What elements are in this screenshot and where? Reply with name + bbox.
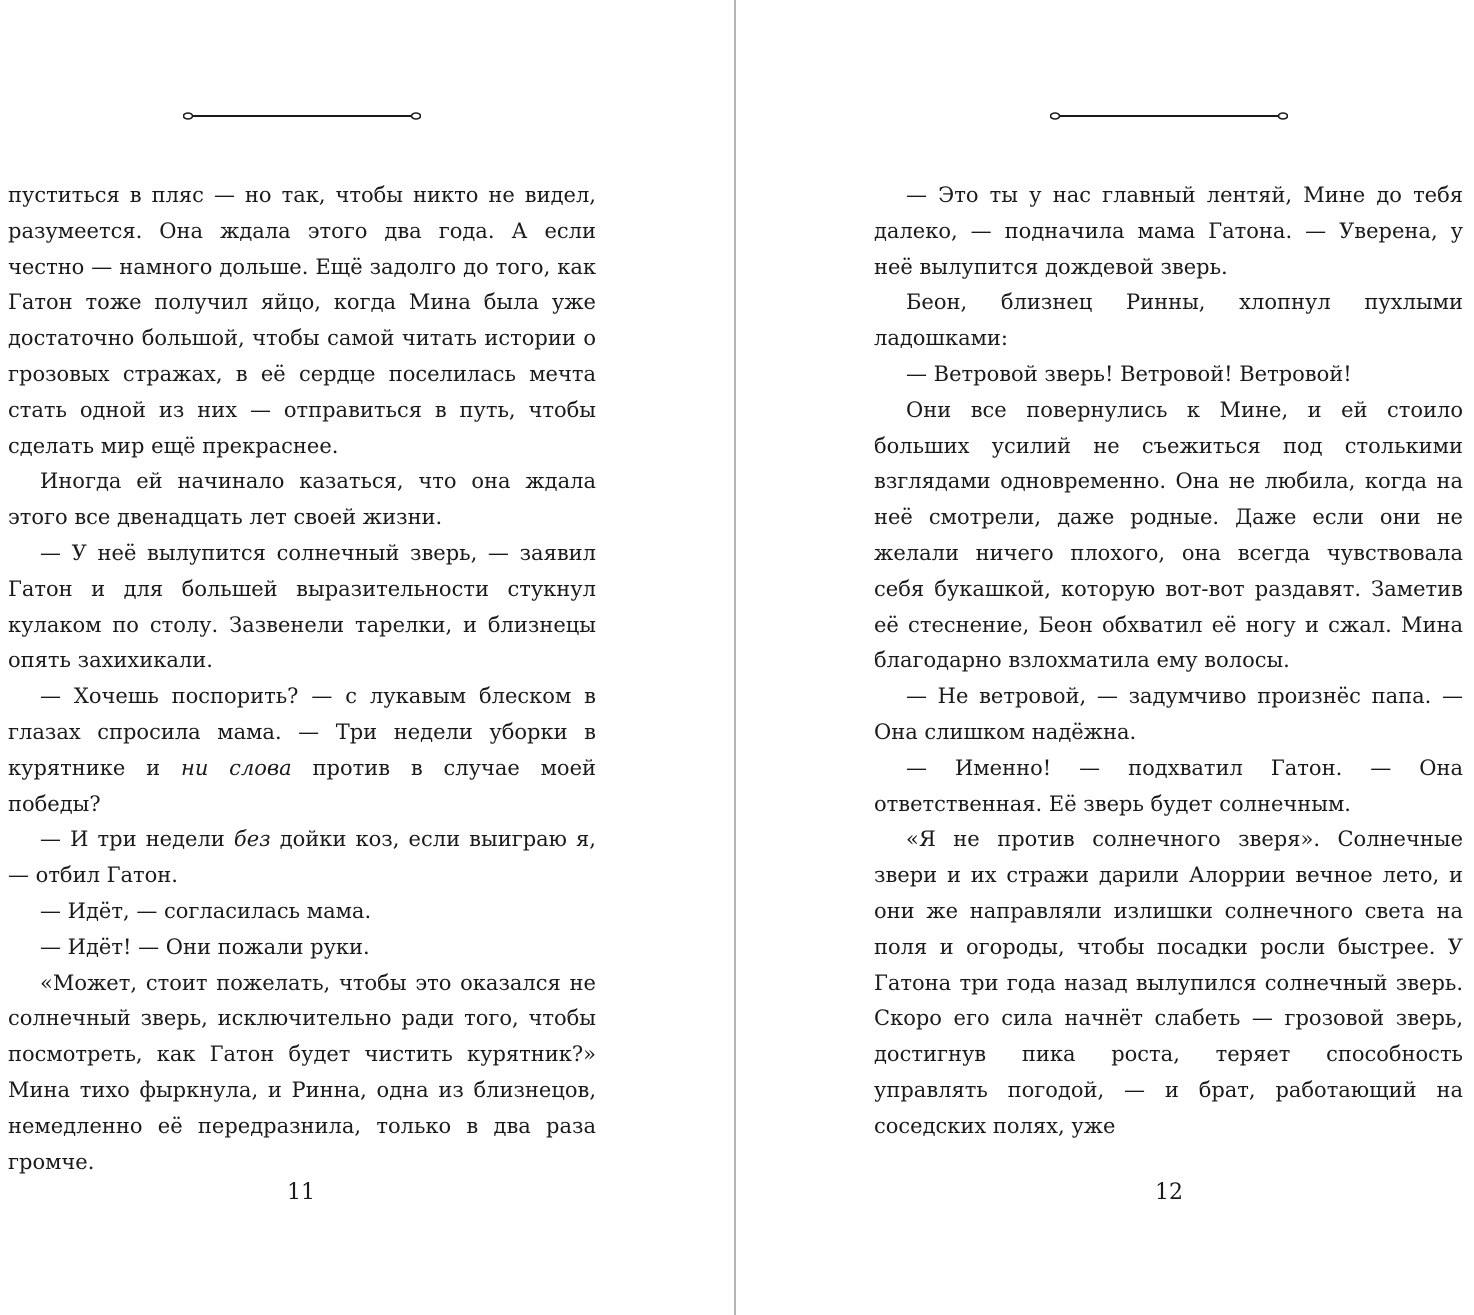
paragraph	[8, 679, 596, 822]
text-span: дойки коз, если выиграю я, — отбил Гатон.	[8, 827, 596, 888]
text-span: против в случае моей победы?	[8, 755, 596, 816]
paragraph: — Идёт, — согласилась мама.	[40, 898, 372, 923]
emphasis: ни слова	[180, 755, 292, 780]
paragraph: — Именно! — подхватил Гатон. — Она ответственная. Её зверь будет солнечным.	[874, 755, 1463, 816]
header-ornament	[1050, 106, 1288, 126]
page-text	[874, 178, 1463, 1145]
paragraph: — Идёт! — Они пожали руки.	[40, 934, 370, 959]
paragraph: Беон, близнец Ринны, хлопнул пухлыми ладошками:	[874, 290, 1463, 351]
paragraph: Иногда ей начинало казаться, что она ждала этого все двенадцать лет своей жизни.	[8, 469, 596, 530]
page-number: 12	[1155, 1180, 1183, 1205]
emphasis: без	[233, 827, 271, 852]
paragraph: — Ветровой зверь! Ветровой! Ветровой!	[906, 361, 1352, 386]
page-text	[8, 178, 596, 1180]
right-page	[736, 0, 1474, 1315]
paragraph: — Это ты у нас главный лентяй, Мине до тебя далеко, — подначила мама Гатона. — Уверена, у неё вылупится дождевой зверь.	[874, 183, 1463, 279]
paragraph: пуститься в пляс — но так, чтобы никто не видел, разумеется. Она ждала этого два года. А если честно — намного дольше. Ещё задолго до того, как Гатон тоже получил яйцо, когда Мина была уже достаточно большой, чтобы самой читать истории о грозовых стражах, в её сердце поселилась мечта стать одной из них — отправиться в путь, чтобы сделать мир ещё прекраснее.	[8, 183, 596, 458]
paragraph	[8, 822, 596, 894]
paragraph: — Не ветровой, — задумчиво произнёс папа. — Она слишком надёжна.	[874, 684, 1463, 744]
left-page	[0, 0, 734, 1315]
text-span: — И три недели	[40, 827, 225, 852]
page-number: 11	[287, 1180, 315, 1205]
header-ornament	[183, 106, 421, 126]
paragraph: — У неё вылупится солнечный зверь, — заявил Гатон и для большей выразительности стукнул кулаком по столу. Зазвенели тарелки, и близнецы опять захихикали.	[8, 540, 596, 673]
paragraph: Они все повернулись к Мине, и ей стоило больших усилий не съежиться под столькими взглядами одновременно. Она не любила, когда на неё смотрели, даже родные. Даже если они не желали ничего плохого, она всегда чувствовала себя букашкой, которую вот-вот раздавят. Заметив её стеснение, Беон обхватил её ногу и сжал. Мина благодарно взлохматила ему волосы.	[874, 397, 1463, 673]
paragraph: «Я не против солнечного зверя». Солнечные звери и их стражи дарили Алоррии вечное лето, и они же направляли излишки солнечного света на поля и огороды, чтобы посадки росли быстрее. У Гатона три года назад вылупился солнечный зверь. Скоро его сила начнёт слабеть — грозовой зверь, достигнув пика роста, теряет способность управлять погодой, — и брат, работающий на соседских полях, уже	[874, 827, 1463, 1138]
text-span: — Хочешь поспорить? — с лукавым блеском в глазах спросила мама. — Три недели уборки в курятнике и	[8, 684, 596, 780]
paragraph: «Может, стоит пожелать, чтобы это оказался не солнечный зверь, исключительно ради того, чтобы посмотреть, как Гатон будет чистить курятник?» Мина тихо фыркнула, и Ринна, одна из близнецов, немедленно её передразнила, только в два раза громче.	[8, 970, 596, 1174]
